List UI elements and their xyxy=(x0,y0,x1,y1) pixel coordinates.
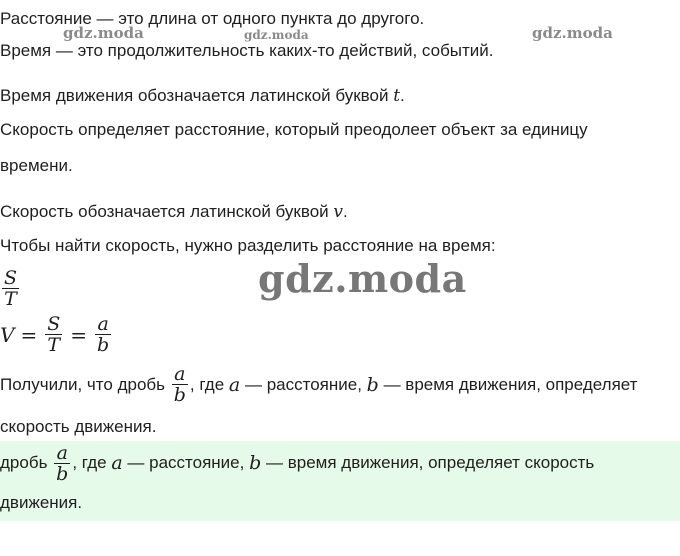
speed-definition: Скорость определяет расстояние, который преодолеет объект за единицу xyxy=(0,120,588,139)
text: . xyxy=(400,86,405,105)
var-v: v xyxy=(333,202,343,222)
text: , где xyxy=(189,374,225,394)
time-notation xyxy=(0,85,405,107)
var-b: b xyxy=(366,373,379,396)
text: дробь xyxy=(0,453,48,472)
speed-definition-cont: времени. xyxy=(0,156,73,175)
conclusion-cont: скорость движения. xyxy=(0,417,157,436)
numerator: a xyxy=(56,441,68,464)
answer-box xyxy=(0,441,680,521)
text: Время движения обозначается латинской буквой xyxy=(0,86,389,105)
conclusion xyxy=(0,364,637,405)
numerator: a xyxy=(97,313,109,335)
equals: = xyxy=(70,322,88,347)
speed-notation xyxy=(0,201,348,223)
watermark: gdz.moda xyxy=(244,28,309,42)
denominator: T xyxy=(47,334,61,356)
text: , где xyxy=(72,453,107,472)
denominator: b xyxy=(56,462,69,485)
denominator: b xyxy=(97,334,110,356)
numerator: a xyxy=(174,363,186,385)
var-t: t xyxy=(393,86,401,106)
var-a: a xyxy=(228,373,241,396)
answer-line xyxy=(0,441,594,485)
definition-time: Время — это продолжительность каких-то действий, событий. xyxy=(0,41,494,60)
var-a: a xyxy=(111,452,123,474)
fraction-s-over-t xyxy=(0,268,21,309)
var-V: V xyxy=(0,322,15,347)
text: Получили, что дробь xyxy=(0,374,165,394)
watermark: gdz.moda xyxy=(63,24,144,42)
equals: = xyxy=(20,322,38,347)
watermark-large: gdz.moda xyxy=(258,256,467,301)
text: — время движения, определяет скорость xyxy=(266,453,595,472)
text: — расстояние, xyxy=(127,453,245,472)
var-b: b xyxy=(249,452,262,474)
numerator: S xyxy=(47,313,61,335)
text: — время движения, определяет xyxy=(383,374,638,394)
formula-v xyxy=(0,314,113,355)
text: — расстояние, xyxy=(244,374,362,394)
speed-instruction: Чтобы найти скорость, нужно разделить расстояние на время: xyxy=(0,236,496,255)
text: Скорость обозначается латинской буквой xyxy=(0,202,329,221)
denominator: T xyxy=(4,288,17,310)
text: . xyxy=(343,202,348,221)
definition-distance: Расстояние — это длина от одного пункта до другого. xyxy=(0,9,425,28)
numerator: S xyxy=(4,267,18,289)
denominator: b xyxy=(173,384,186,406)
watermark: gdz.moda xyxy=(532,24,613,42)
answer-line-cont: движения. xyxy=(0,493,83,512)
